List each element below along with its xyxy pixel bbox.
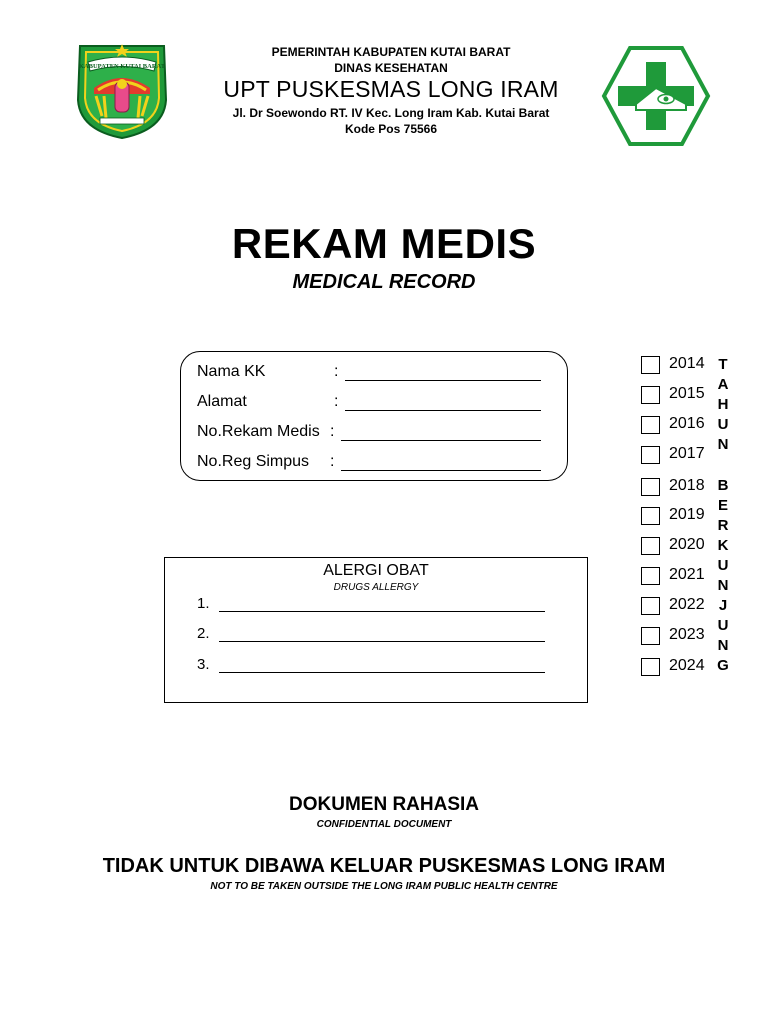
vertical-letter: G bbox=[717, 657, 729, 674]
vertical-letter: J bbox=[718, 597, 728, 614]
year-label: 2017 bbox=[669, 445, 705, 462]
identity-colon: : bbox=[330, 423, 335, 440]
year-label: 2015 bbox=[669, 385, 705, 402]
identity-box bbox=[180, 351, 568, 481]
identity-colon: : bbox=[330, 453, 335, 470]
identity-colon: : bbox=[334, 393, 339, 410]
confidential-subheading: CONFIDENTIAL DOCUMENT bbox=[316, 819, 452, 830]
year-label: 2014 bbox=[669, 355, 705, 372]
allergy-title: ALERGI OBAT bbox=[323, 562, 429, 579]
no-rekam-medis-field[interactable] bbox=[341, 440, 541, 441]
allergy-entry-field[interactable] bbox=[219, 641, 545, 642]
vertical-letter: N bbox=[717, 436, 729, 453]
allergy-item-number: 2. bbox=[197, 625, 210, 642]
year-label: 2019 bbox=[669, 506, 705, 523]
document-title: REKAM MEDIS bbox=[231, 220, 537, 267]
checkbox-square[interactable] bbox=[641, 658, 660, 676]
year-label: 2024 bbox=[669, 657, 705, 674]
vertical-letter: N bbox=[717, 637, 729, 654]
year-label: 2023 bbox=[669, 626, 705, 643]
vertical-letter: U bbox=[717, 557, 729, 574]
checkbox-square[interactable] bbox=[641, 627, 660, 645]
alamat-field[interactable] bbox=[345, 410, 541, 411]
drug-allergy-box bbox=[164, 557, 588, 703]
allergy-entry-field[interactable] bbox=[219, 611, 545, 612]
puskesmas-cross-logo-icon bbox=[600, 44, 712, 148]
identity-label: No.Reg Simpus bbox=[197, 453, 310, 470]
confidential-heading: DOKUMEN RAHASIA bbox=[289, 794, 479, 815]
identity-label: Nama KK bbox=[197, 363, 266, 380]
identity-label: Alamat bbox=[197, 393, 247, 410]
checkbox-square[interactable] bbox=[641, 386, 660, 404]
document-subtitle: MEDICAL RECORD bbox=[292, 271, 476, 293]
no-reg-simpus-field[interactable] bbox=[341, 470, 541, 471]
government-name: PEMERINTAH KABUPATEN KUTAI BARAT bbox=[271, 45, 511, 59]
vertical-letter: A bbox=[717, 376, 729, 393]
vertical-letter: B bbox=[717, 477, 729, 494]
allergy-item-number: 1. bbox=[197, 595, 210, 612]
identity-colon: : bbox=[334, 363, 339, 380]
kabupaten-kutai-barat-emblem-icon bbox=[70, 38, 174, 142]
vertical-letter: K bbox=[717, 537, 729, 554]
department-name: DINAS KESEHATAN bbox=[334, 61, 448, 75]
notice-subheading: NOT TO BE TAKEN OUTSIDE THE LONG IRAM PUBLIC HEALTH CENTRE bbox=[210, 881, 558, 892]
year-label: 2016 bbox=[669, 415, 705, 432]
year-label: 2020 bbox=[669, 536, 705, 553]
year-label: 2021 bbox=[669, 566, 705, 583]
checkbox-square[interactable] bbox=[641, 597, 660, 615]
vertical-letter: N bbox=[717, 577, 729, 594]
vertical-letter: E bbox=[717, 497, 728, 514]
allergy-subtitle: DRUGS ALLERGY bbox=[333, 582, 419, 593]
postal-code: Kode Pos 75566 bbox=[344, 122, 438, 136]
checkbox-square[interactable] bbox=[641, 446, 660, 464]
year-label: 2018 bbox=[669, 477, 705, 494]
vertical-letter: T bbox=[718, 356, 728, 373]
checkbox-square[interactable] bbox=[641, 416, 660, 434]
facility-name: UPT PUSKESMAS LONG IRAM bbox=[223, 76, 559, 102]
allergy-entry-field[interactable] bbox=[219, 672, 545, 673]
vertical-letter: U bbox=[717, 416, 729, 433]
checkbox-square[interactable] bbox=[641, 507, 660, 525]
allergy-item-number: 3. bbox=[197, 656, 210, 673]
year-label: 2022 bbox=[669, 596, 705, 613]
vertical-letter: R bbox=[717, 517, 729, 534]
emblem-banner-text: KABUPATEN KUTAI BARAT bbox=[78, 63, 166, 70]
identity-label: No.Rekam Medis bbox=[197, 423, 320, 440]
facility-address: Jl. Dr Soewondo RT. IV Kec. Long Iram Kab. Kutai Barat bbox=[232, 106, 550, 120]
checkbox-square[interactable] bbox=[641, 567, 660, 585]
checkbox-square[interactable] bbox=[641, 478, 660, 496]
nama-kk-field[interactable] bbox=[345, 380, 541, 381]
notice-heading: TIDAK UNTUK DIBAWA KELUAR PUSKESMAS LONG IRAM bbox=[102, 855, 666, 877]
checkbox-square[interactable] bbox=[641, 356, 660, 374]
vertical-letter: H bbox=[717, 396, 729, 413]
checkbox-square[interactable] bbox=[641, 537, 660, 555]
vertical-letter: U bbox=[717, 617, 729, 634]
